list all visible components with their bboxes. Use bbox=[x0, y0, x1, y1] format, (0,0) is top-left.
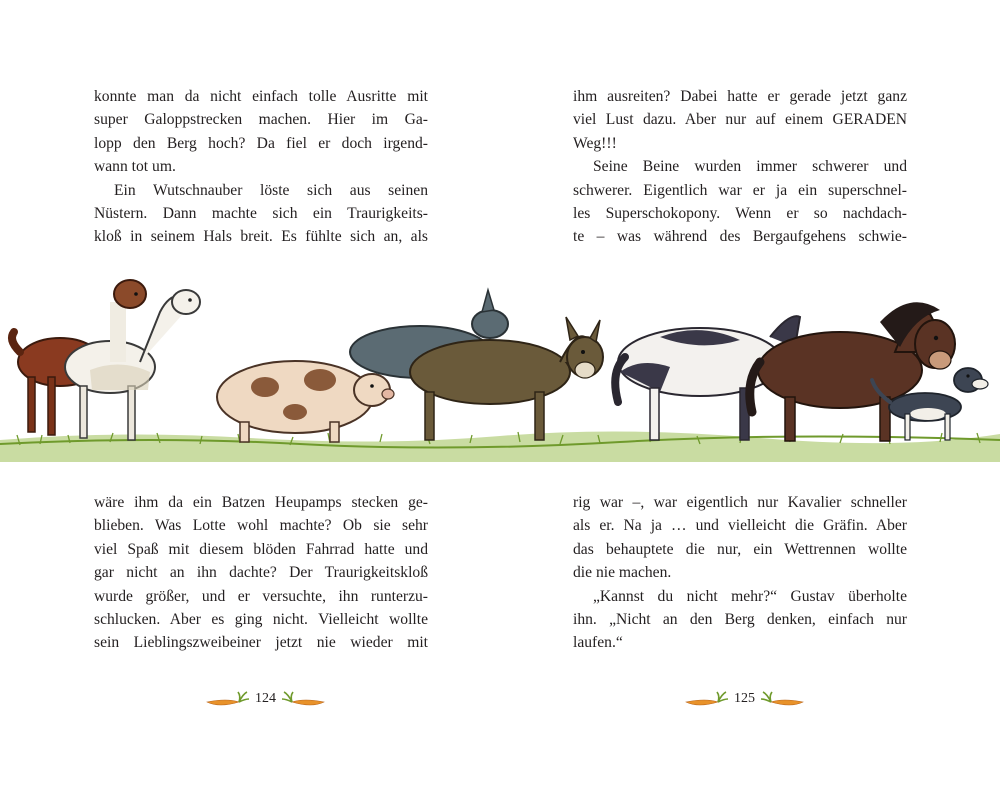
text-line: laufen.“ bbox=[573, 634, 623, 652]
text-line: schlucken. Aber es ging nicht. Vielleicht wollte bbox=[94, 611, 428, 629]
carrot-ornament-icon bbox=[282, 690, 326, 708]
text-line: ihm ausreiten? Dabei hatte er gerade jetzt ganz bbox=[573, 88, 907, 105]
text-line: Ein Wutschnauber löste sich aus seinen bbox=[114, 181, 428, 199]
white-llama bbox=[65, 290, 200, 440]
text-line: „Kannst du nicht mehr?“ Gustav überholte bbox=[593, 587, 907, 605]
grass-strip bbox=[0, 431, 1000, 462]
carrot-ornament-icon bbox=[761, 690, 805, 708]
text-line: ihn. „Nicht an den Berg denken, einfach nur bbox=[573, 611, 907, 629]
carrot-ornament-icon bbox=[684, 690, 728, 708]
text-line: te – was während des Bergaufgehens schwie- bbox=[573, 228, 907, 246]
text-line: lopp den Berg hoch? Da fiel er doch irgend- bbox=[94, 134, 428, 152]
text-line: sein Lieblingszweibeiner jetzt nie wieder mit bbox=[94, 634, 428, 652]
text-line: gar nicht an ihn dachte? Der Traurigkeitskloß bbox=[94, 564, 428, 582]
text-line: als er. Na ja … und vielleicht die Gräfin. Aber bbox=[573, 517, 907, 535]
page-number: 125 bbox=[734, 691, 755, 706]
text-line: rig war –, war eigentlich nur Kavalier schneller bbox=[573, 494, 907, 511]
text-line: les Superschokopony. Wenn er so nachdach- bbox=[573, 205, 907, 223]
text-line: viel Lust dazu. Aber nur auf einem GERADEN bbox=[573, 111, 907, 129]
text-line: schwerer. Eigentlich war er ja ein superschnel- bbox=[573, 181, 907, 199]
left-top-text bbox=[94, 85, 428, 249]
right-top-text bbox=[573, 85, 907, 249]
animal-parade-illustration bbox=[0, 262, 1000, 472]
text-line: Weg!!! bbox=[573, 134, 617, 152]
page-number-footer bbox=[205, 690, 326, 708]
text-line: wäre ihm da ein Batzen Heupamps stecken ge- bbox=[94, 494, 428, 511]
text-line: kloß in seinem Hals breit. Es fühlte sich an, als bbox=[94, 228, 428, 246]
left-bottom-text bbox=[94, 491, 428, 655]
right-bottom-text bbox=[573, 491, 907, 655]
carrot-ornament-icon bbox=[205, 690, 249, 708]
text-line: wurde größer, und er versuchte, ihn runterzu- bbox=[94, 587, 428, 605]
text-line: super Galoppstrecken machen. Hier im Ga- bbox=[94, 111, 428, 129]
page-number: 124 bbox=[255, 691, 276, 706]
text-line: Nüstern. Dann machte sich ein Traurigkeits- bbox=[94, 205, 428, 223]
page-number-footer bbox=[684, 690, 805, 708]
text-line: blieben. Was Lotte wohl machte? Ob sie sehr bbox=[94, 517, 428, 535]
spotted-pig bbox=[217, 361, 394, 442]
text-line: die nie machen. bbox=[573, 564, 672, 582]
text-line: Seine Beine wurden immer schwerer und bbox=[593, 158, 907, 176]
text-line: das behauptete die nur, ein Wettrennen wollte bbox=[573, 540, 907, 558]
text-line: konnte man da nicht einfach tolle Ausritte mit bbox=[94, 88, 428, 105]
text-line: wann tot um. bbox=[94, 158, 176, 176]
text-line: viel Spaß mit diesem blöden Fahrrad hatte und bbox=[94, 540, 428, 558]
